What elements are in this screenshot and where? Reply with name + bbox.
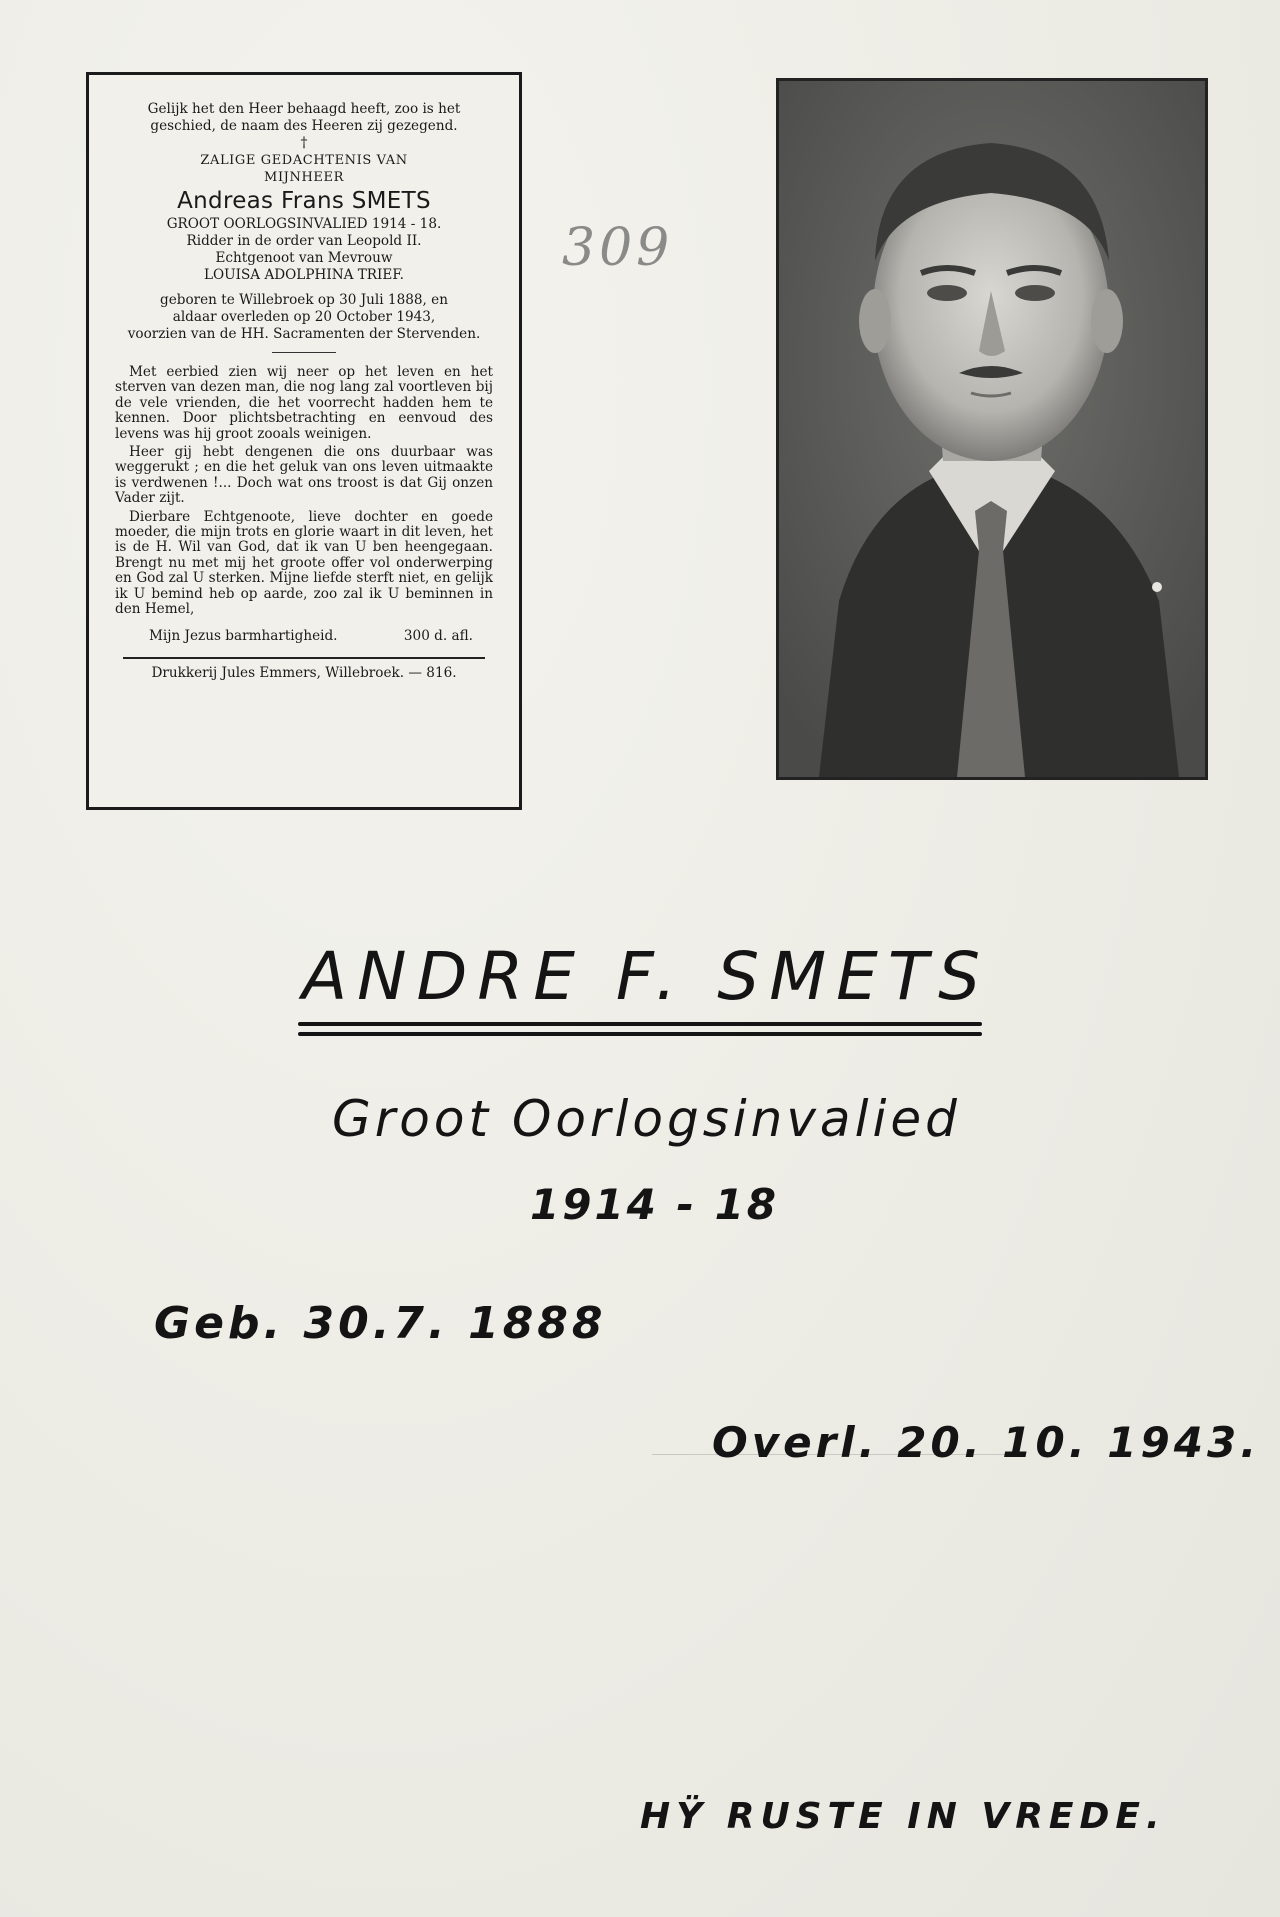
deceased-name: Andreas Frans SMETS [177, 188, 431, 214]
handwritten-birth-date: Geb. 30.7. 1888 [154, 1298, 607, 1349]
indulgence-text: 300 d. afl. [403, 627, 473, 644]
card-paragraph-2: Heer gij hebt dengenen die ons duurbaar was weggerukt ; en die het geluk van ons leven uitmaakte is verdwenen !... Doch wat ons troost is dat Gij onzen Vader zijt. [115, 444, 493, 507]
card-quote: Gelijk het den Heer behaagd heeft, zoo is het geschied, de naam des Heeren zij gezegend. [147, 101, 461, 134]
printer-credit: Drukkerij Jules Emmers, Willebroek. — 816. [151, 664, 457, 681]
spouse-intro: Echtgenoot van Mevrouw [215, 250, 393, 266]
portrait-image [779, 81, 1205, 777]
handwritten-title: Groot Oorlogsinvalied [332, 1090, 961, 1148]
card-paragraph-1: Met eerbied zien wij neer op het leven en het sterven van dezen man, die nog lang zal voortleven bij de vele vrienden, die het voorrecht hadden hem te kennen. Door plichtsbetrachting en eenvoud des levens was hij groot zooals weinigen. [115, 364, 493, 442]
card-heading-line2: MIJNHEER [264, 170, 344, 185]
handwritten-death-date: Overl. 20. 10. 1943. [712, 1418, 1261, 1467]
born-line-2: aldaar overleden op 20 October 1943, [172, 309, 436, 325]
birth-death-info [115, 292, 493, 343]
memorial-card [86, 72, 522, 810]
born-line-1: geboren te Willebroek op 30 Juli 1888, en [160, 292, 448, 308]
name-underline-2 [298, 1032, 982, 1036]
cross-symbol: † [300, 135, 308, 151]
prayer-row [115, 628, 493, 645]
card-heading-line1: ZALIGE GEDACHTENIS VAN [200, 153, 408, 168]
printer-rule [123, 657, 485, 659]
handwritten-rip: HŸ RUSTE IN VREDE. [640, 1796, 1166, 1837]
born-line-3: voorzien van de HH. Sacramenten der Stervenden. [127, 326, 481, 342]
card-paragraph-3: Dierbare Echtgenoote, lieve dochter en goede moeder, die mijn trots en glorie waart in dit leven, het is de H. Wil van God, dat ik van U ben heengegaan. Brengt nu met mij het groote offer vol onderwerping en God zal U sterken. Mijne liefde sterft niet, en gelijk ik U bemind heb op aarde, zoo zal ik U beminnen in den Hemel, [115, 508, 493, 618]
handwritten-years: 1914 - 18 [530, 1180, 780, 1229]
prayer-text: Mijn Jezus barmhartigheid. [149, 627, 338, 644]
spouse-name: LOUISA ADOLPHINA TRIEF. [204, 267, 404, 283]
name-underline-1 [298, 1022, 982, 1026]
card-divider [272, 352, 336, 353]
card-body-text [115, 365, 493, 618]
deceased-order: Ridder in de order van Leopold II. [186, 233, 422, 249]
handwritten-name: ANDRE F. SMETS [302, 938, 991, 1015]
portrait-photo [776, 78, 1208, 780]
deceased-title: GROOT OORLOGSINVALIED 1914 - 18. [166, 216, 442, 232]
archive-number: 309 [562, 218, 674, 278]
